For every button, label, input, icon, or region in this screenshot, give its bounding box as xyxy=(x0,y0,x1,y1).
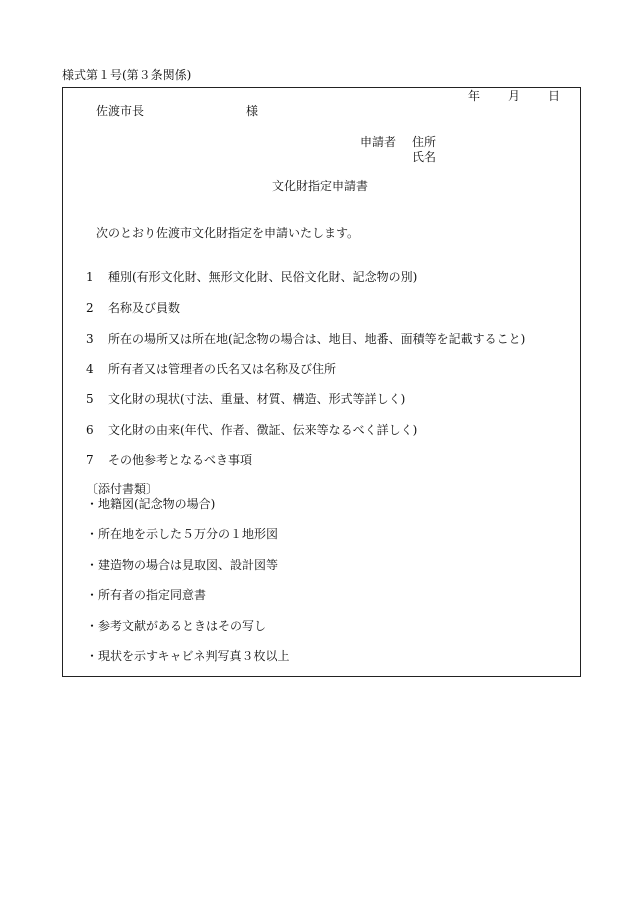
item-text: 文化財の由来(年代、作者、徴証、伝来等なるべく詳しく) xyxy=(108,423,418,437)
item-text: 所在の場所又は所在地(記念物の場合は、地目、地番、面積等を記載すること) xyxy=(108,332,526,346)
item-text: 種別(有形文化財、無形文化財、民俗文化財、記念物の別) xyxy=(108,270,418,284)
applicant-label: 申請者 xyxy=(360,135,397,149)
item-text: 所有者又は管理者の氏名又は名称及び住所 xyxy=(108,362,337,376)
item-2 xyxy=(86,301,180,315)
item-6 xyxy=(86,423,417,437)
date-day-label: 日 xyxy=(548,89,561,103)
form-number: 様式第１号(第３条関係) xyxy=(62,68,192,82)
attachments-heading: 〔添付書類〕 xyxy=(86,482,159,496)
item-text: 文化財の現状(寸法、重量、材質、構造、形式等詳しく) xyxy=(108,392,406,406)
attachment-item: ・所有者の指定同意書 xyxy=(86,588,207,602)
attachment-item: ・地籍図(記念物の場合) xyxy=(86,497,216,511)
item-3 xyxy=(86,332,525,346)
date-year-label: 年 xyxy=(468,89,481,103)
attachment-item: ・参考文献があるときはその写し xyxy=(86,619,267,633)
intro-text: 次のとおり佐渡市文化財指定を申請いたします。 xyxy=(96,226,360,240)
item-text: その他参考となるべき事項 xyxy=(108,453,253,467)
item-number: 2 xyxy=(86,301,94,315)
item-1 xyxy=(86,270,417,284)
applicant-name-label: 氏名 xyxy=(412,150,437,164)
applicant-address-label: 住所 xyxy=(412,135,437,149)
attachment-item: ・所在地を示した５万分の１地形図 xyxy=(86,527,279,541)
attachment-item: ・建造物の場合は見取図、設計図等 xyxy=(86,558,279,572)
date-month-label: 月 xyxy=(508,89,521,103)
item-5 xyxy=(86,392,405,406)
item-number: 1 xyxy=(86,270,94,284)
attachment-item: ・現状を示すキャビネ判写真３枚以上 xyxy=(86,649,290,663)
item-4 xyxy=(86,362,336,376)
addressee-honorific: 様 xyxy=(246,104,259,118)
item-number: 5 xyxy=(86,392,94,406)
item-number: 3 xyxy=(86,332,94,346)
document-title: 文化財指定申請書 xyxy=(272,179,369,193)
addressee-name: 佐渡市長 xyxy=(96,104,145,118)
item-number: 4 xyxy=(86,362,94,376)
item-text: 名称及び員数 xyxy=(108,301,181,315)
item-number: 6 xyxy=(86,423,94,437)
item-number: 7 xyxy=(86,453,94,467)
item-7 xyxy=(86,453,252,467)
